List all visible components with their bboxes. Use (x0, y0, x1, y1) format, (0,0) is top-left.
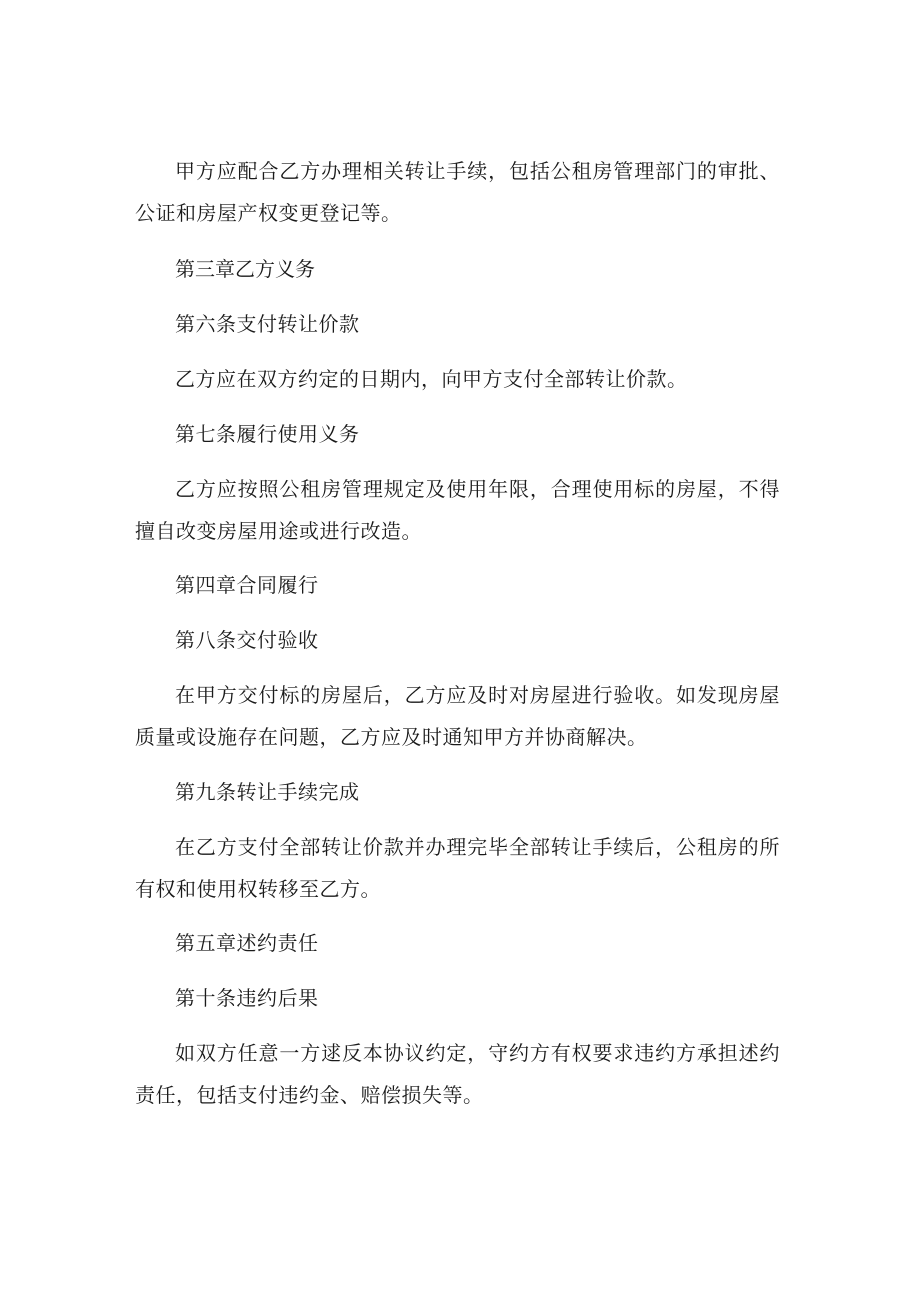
article-heading-7: 第七条履行使用义务 (175, 422, 360, 446)
paragraph-breach-consequences: 如双方任意一方逑反本协议约定，守约方有权要求违约方承担述约责任，包括支付违约金、赔偿损失等。 (135, 1041, 780, 1107)
paragraph-transfer-procedures: 甲方应配合乙方办理相关转让手续，包括公租房管理部门的审批、公证和房屋产权变更登记等。 (135, 159, 780, 225)
paragraph-inspection: 在甲方交付标的房屋后，乙方应及时对房屋进行验收。如发现房屋质量或设施存在问题，乙方应及时通知甲方并协商解决。 (135, 683, 780, 749)
paragraph-payment: 乙方应在双方约定的日期内，向甲方支付全部转让价款。 (175, 367, 688, 391)
article-heading-8: 第八条交付验收 (175, 628, 319, 652)
article-heading-10: 第十条违约后果 (175, 986, 319, 1010)
article-heading-9: 第九条转让手续完成 (175, 780, 360, 804)
chapter-heading-3: 第三章乙方义务 (175, 257, 315, 281)
article-heading-6: 第六条支付转让价款 (175, 312, 360, 336)
chapter-heading-4: 第四章合同履行 (175, 573, 319, 597)
paragraph-usage-obligation: 乙方应按照公租房管理规定及使用年限，合理使用标的房屋，不得擅自改变房屋用途或进行改造。 (135, 477, 780, 543)
paragraph-ownership-transfer: 在乙方支付全部转让价款并办理完毕全部转让手续后，公租房的所有权和使用权转移至乙方。 (135, 835, 780, 901)
chapter-heading-5: 第五章述约责任 (175, 931, 319, 955)
